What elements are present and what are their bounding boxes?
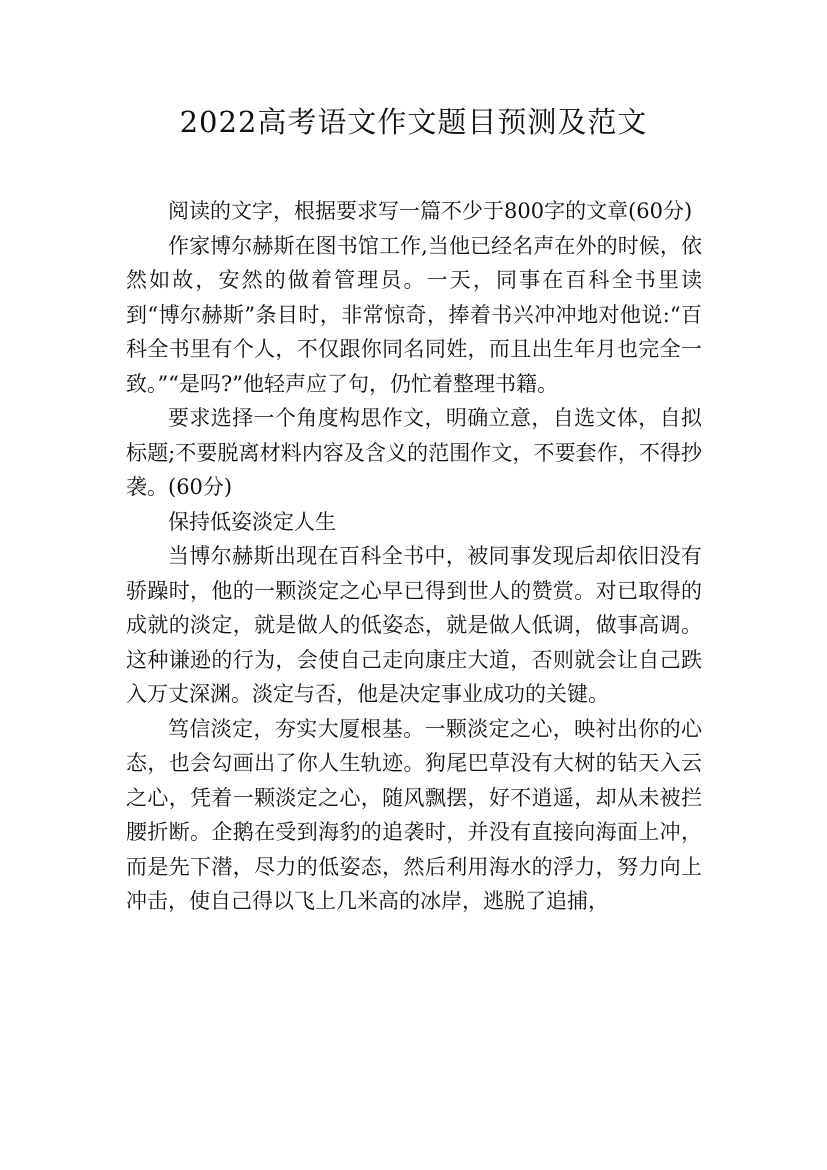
document-body bbox=[126, 194, 702, 919]
paragraph-essay-1: 当博尔赫斯出现在百科全书中，被同事发现后却依旧没有骄躁时，他的一颗淡定之心早已得到世人的赞赏。对已取得的成就的淡定，就是做人的低姿态，就是做人低调，做事高调。这种谦逊的行为，会使自己走向康庄大道，否则就会让自己跌入万丈深渊。淡定与否，他是决定事业成功的关键。 bbox=[126, 544, 702, 706]
paragraph-requirements: 要求选择一个角度构思作文，明确立意，自选文体，自拟标题;不要脱离材料内容及含义的范围作文，不要套作，不得抄袭。(60分) bbox=[126, 406, 702, 499]
document-title: 2022高考语文作文题目预测及范文 bbox=[179, 105, 648, 139]
paragraph-essay-2: 笃信淡定，夯实大厦根基。一颗淡定之心，映衬出你的心态，也会勾画出了你人生轨迹。狗尾巴草没有大树的钻天入云之心，凭着一颗淡定之心，随风飘摆，好不逍遥，却从未被拦腰折断。企鹅在受到海豹的追袭时，并没有直接向海面上冲，而是先下潜，尽力的低姿态，然后利用海水的浮力，努力向上冲击，使自己得以飞上几米高的冰岸，逃脱了追捕， bbox=[126, 716, 702, 913]
paragraph-prompt: 阅读的文字，根据要求写一篇不少于800字的文章(60分) bbox=[168, 199, 693, 223]
essay-title: 保持低姿淡定人生 bbox=[168, 509, 336, 534]
paragraph-material: 作家博尔赫斯在图书馆工作,当他已经名声在外的时候，依然如故，安然的做着管理员。一天，同事在百科全书里读到“博尔赫斯”条目时，非常惊奇，捧着书兴冲冲地对他说:“百科全书里有个人，不仅跟你同名同姓，而且出生年月也完全一致。”“是吗?”他轻声应了句，仍忙着整理书籍。 bbox=[126, 233, 702, 396]
